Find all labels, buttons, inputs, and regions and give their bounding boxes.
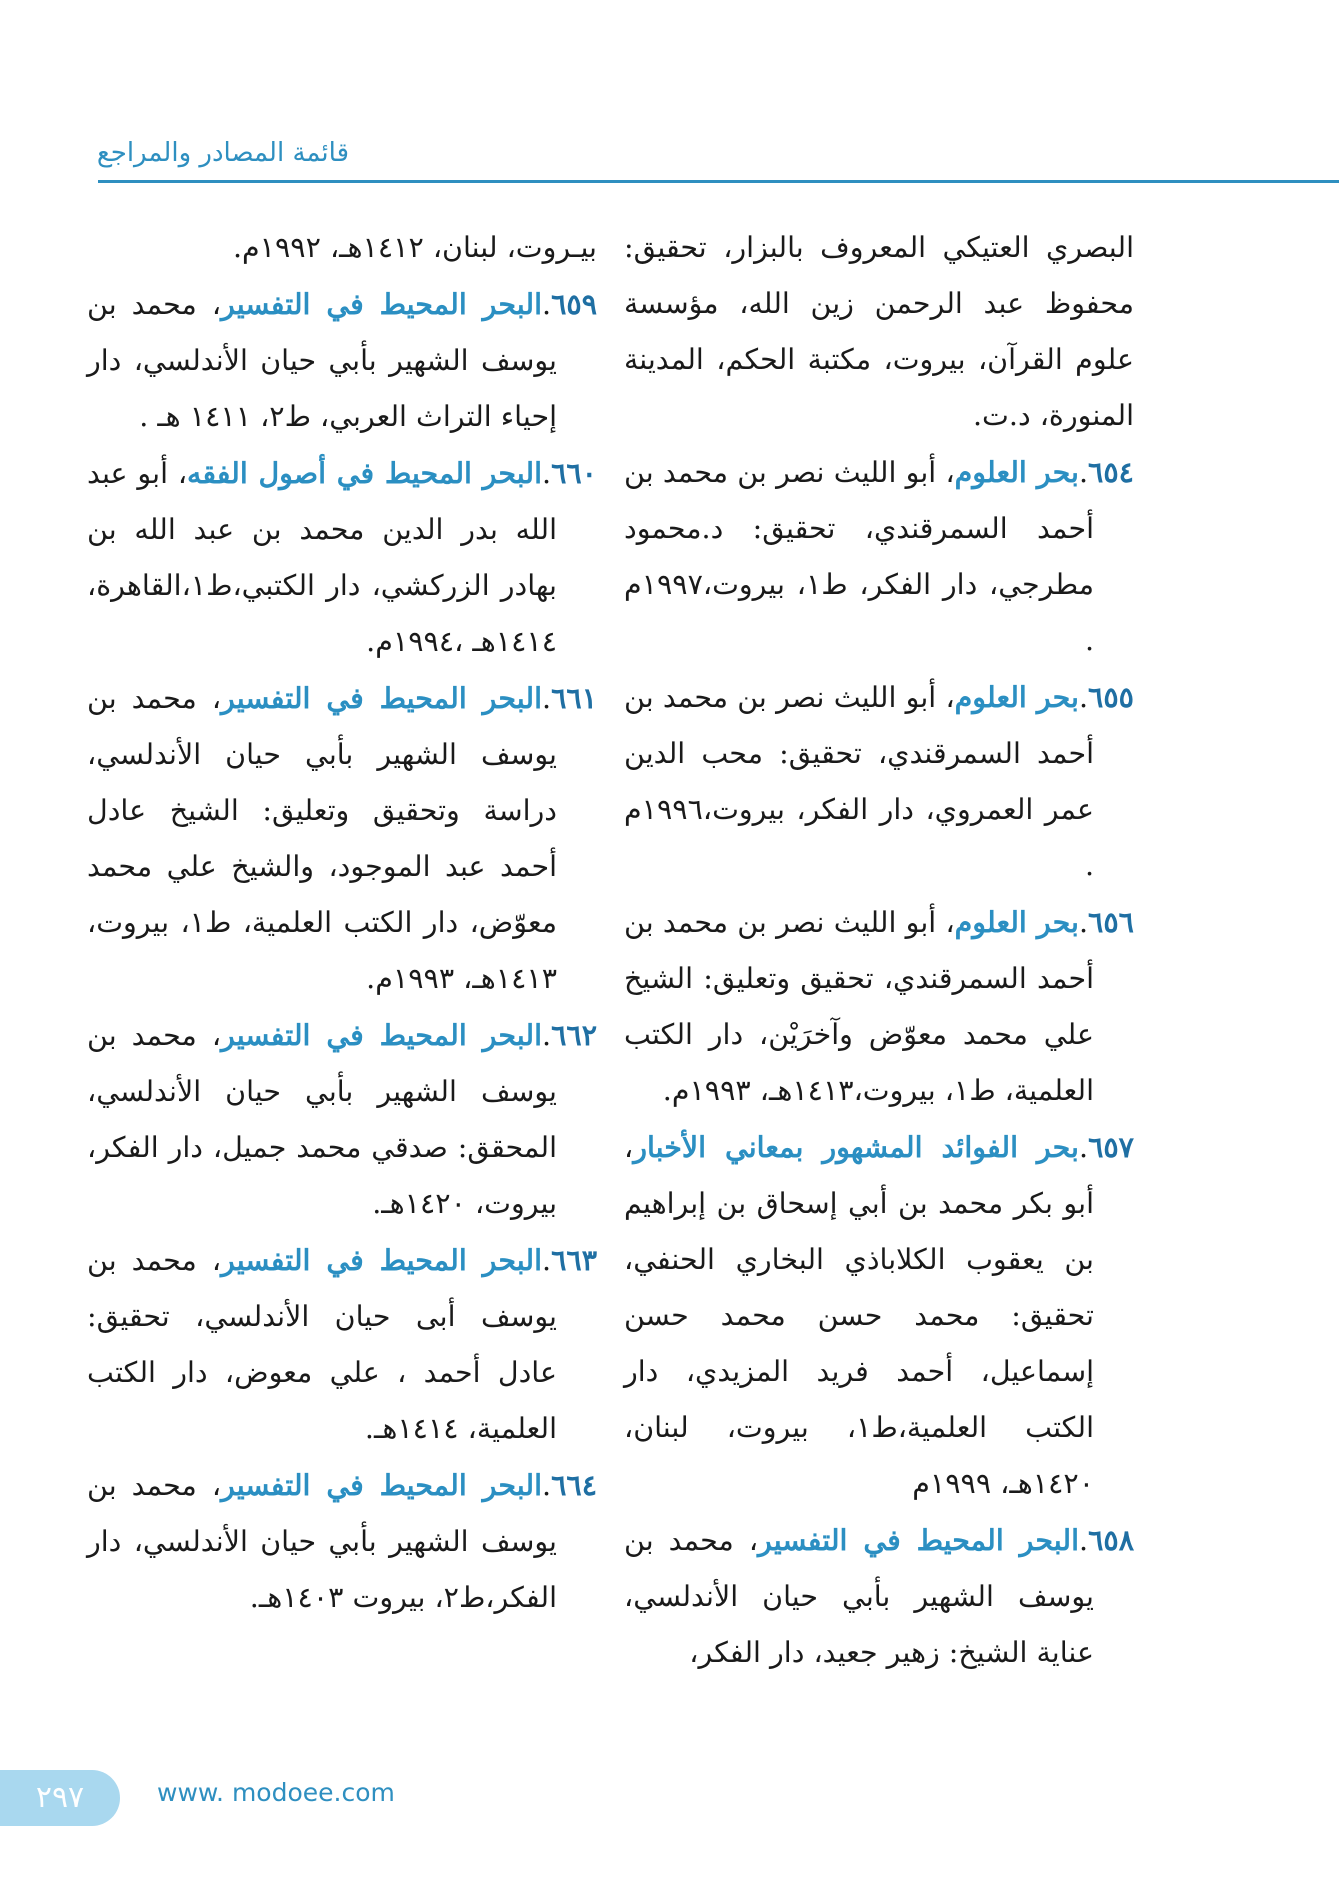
entry-number: ٦٥٨ <box>1088 1523 1135 1557</box>
website-url: www. modoee.com <box>157 1778 395 1807</box>
entry-number: ٦٦٣ <box>551 1243 598 1277</box>
entry-title: البحر المحيط في التفسير <box>221 1018 543 1052</box>
entry-text: ، محمد بن يوسف الشهير بأبي حيان الأندلسي، دراسة وتحقيق وتعليق: الشيخ عادل أحمد عبد الموجود، والشيخ علي محمد معوّض، دار الكتب العلمية، ط١، بيروت، ١٤١٣هـ، ١٩٩٣م. <box>87 682 557 995</box>
bibliography-entry-664: ٦٦٤.البحر المحيط في التفسير، محمد بن يوسف الشهير بأبي حيان الأندلسي، دار الفكر،ط٢، بيروت ١٤٠٣هـ. <box>87 1468 598 1614</box>
bibliography-entry-658: ٦٥٨.البحر المحيط في التفسير، محمد بن يوسف الشهير بأبي حيان الأندلسي، عناية الشيخ: زهير جعيد، دار الفكر، <box>624 1523 1135 1669</box>
entry-number: ٦٦٤ <box>551 1468 598 1502</box>
bibliography-entry-662: ٦٦٢.البحر المحيط في التفسير، محمد بن يوسف الشهير بأبي حيان الأندلسي، المحقق: صدقي محمد جميل، دار الفكر، بيروت، ١٤٢٠هـ. <box>87 1018 598 1220</box>
bibliography-entry-663: ٦٦٣.البحر المحيط في التفسير، محمد بن يوسف أبى حيان الأندلسي، تحقيق: عادل أحمد ، علي معوض، دار الكتب العلمية، ١٤١٤هـ. <box>87 1243 598 1445</box>
running-header-title: قائمة المصادر والمراجع <box>96 138 349 168</box>
bibliography-entry-655: ٦٥٥.بحر العلوم، أبو الليث نصر بن محمد بن أحمد السمرقندي، تحقيق: محب الدين عمر العمروي، دار الفكر، بيروت،١٩٩٦م . <box>624 680 1134 882</box>
entry-text: ، أبو عبد الله بدر الدين محمد بن عبد الله بن بهادر الزركشي، دار الكتبي،ط١،القاهرة، ١٤١٤هـ ،١٩٩٤م. <box>87 457 557 658</box>
entry-title: البحر المحيط في التفسير <box>221 287 543 321</box>
right-column <box>624 220 1134 1681</box>
bibliography-entry-657: ٦٥٧.بحر الفوائد المشهور بمعاني الأخبار، أبو بكر محمد بن أبي إسحاق بن إبراهيم بن يعقوب الكلاباذي البخاري الحنفي، تحقيق: محمد حسن محمد حسن إسماعيل، أحمد فريد المزيدي، دار الكتب العلمية،ط١، بيروت، لبنان، ١٤٢٠هـ، ١٩٩٩م <box>624 1130 1134 1500</box>
entry-text: ، أبو الليث نصر بن محمد بن أحمد السمرقندي، تحقيق: د.محمود مطرجي، دار الفكر، ط١، بيروت،١٩٩٧م . <box>624 456 1094 657</box>
entry-title: بحر العلوم <box>954 905 1079 939</box>
page-number-badge: ٢٩٧ <box>0 1770 120 1826</box>
entry-number: ٦٦٢ <box>551 1018 598 1052</box>
entry-number: ٦٥٤ <box>1088 455 1134 489</box>
header-rule <box>98 180 1339 183</box>
entry-number: ٦٦٠ <box>551 456 597 490</box>
bibliography-entry-654: ٦٥٤.بحر العلوم، أبو الليث نصر بن محمد بن أحمد السمرقندي، تحقيق: د.محمود مطرجي، دار الفكر، ط١، بيروت،١٩٩٧م . <box>624 455 1134 657</box>
entry-text: ، محمد بن يوسف الشهير بأبي حيان الأندلسي، دار الفكر،ط٢، بيروت ١٤٠٣هـ. <box>87 1469 557 1614</box>
bibliography-entry-661: ٦٦١.البحر المحيط في التفسير، محمد بن يوسف الشهير بأبي حيان الأندلسي، دراسة وتحقيق وتعليق: الشيخ عادل أحمد عبد الموجود، والشيخ علي محمد معوّض، دار الكتب العلمية، ط١، بيروت، ١٤١٣هـ، ١٩٩٣م. <box>87 681 598 995</box>
entry-title: بحر العلوم <box>954 680 1079 714</box>
entry-number: ٦٦١ <box>551 681 598 715</box>
entry-number: ٦٥٩ <box>551 287 598 321</box>
entry-number: ٦٥٥ <box>1088 680 1134 714</box>
entry-title: البحر المحيط في أصول الفقه <box>187 456 542 490</box>
entry-title: البحر المحيط في التفسير <box>221 1468 543 1502</box>
entry-text: ، محمد بن يوسف الشهير بأبي حيان الأندلسي، دار إحياء التراث العربي، ط٢، ١٤١١ هـ . <box>87 288 557 433</box>
left-column <box>87 220 597 1626</box>
entry-title: بحر العلوم <box>954 455 1079 489</box>
bibliography-entry-659: ٦٥٩.البحر المحيط في التفسير، محمد بن يوسف الشهير بأبي حيان الأندلسي، دار إحياء التراث العربي، ط٢، ١٤١١ هـ . <box>87 287 598 433</box>
entry-text: ، أبو الليث نصر بن محمد بن أحمد السمرقندي، تحقيق وتعليق: الشيخ علي محمد معوّض وآخرَيْن، دار الكتب العلمية، ط١، بيروت،١٤١٣هـ، ١٩٩٣م. <box>624 906 1094 1107</box>
entry-text: ، أبو الليث نصر بن محمد بن أحمد السمرقندي، تحقيق: محب الدين عمر العمروي، دار الفكر، بيروت،١٩٩٦م . <box>624 681 1094 882</box>
entry-text: ، أبو بكر محمد بن أبي إسحاق بن إبراهيم بن يعقوب الكلاباذي البخاري الحنفي، تحقيق: محمد حسن محمد حسن إسماعيل، أحمد فريد المزيدي، دار الكتب العلمية،ط١، بيروت، لبنان، ١٤٢٠هـ، ١٩٩٩م <box>624 1131 1095 1500</box>
entry-text: ، محمد بن يوسف الشهير بأبي حيان الأندلسي، المحقق: صدقي محمد جميل، دار الفكر، بيروت، ١٤٢٠هـ. <box>87 1019 557 1220</box>
entry-title: البحر المحيط في التفسير <box>758 1523 1080 1557</box>
bibliography-entry-656: ٦٥٦.بحر العلوم، أبو الليث نصر بن محمد بن أحمد السمرقندي، تحقيق وتعليق: الشيخ علي محمد معوّض وآخرَيْن، دار الكتب العلمية، ط١، بيروت،١٤١٣هـ، ١٩٩٣م. <box>624 905 1134 1107</box>
entry-continuation: بيـروت، لبنان، ١٤١٢هـ، ١٩٩٢م. <box>232 231 597 264</box>
entry-text: ، محمد بن يوسف أبى حيان الأندلسي، تحقيق: عادل أحمد ، علي معوض، دار الكتب العلمية، ١٤١٤هـ. <box>87 1244 557 1445</box>
entry-title: البحر المحيط في التفسير <box>221 1243 543 1277</box>
entry-number: ٦٥٧ <box>1088 1130 1134 1164</box>
entry-number: ٦٥٦ <box>1088 905 1134 939</box>
entry-title: بحر الفوائد المشهور بمعاني الأخبار <box>633 1130 1079 1164</box>
bibliography-entry-660: ٦٦٠.البحر المحيط في أصول الفقه، أبو عبد الله بدر الدين محمد بن عبد الله بن بهادر الزركشي، دار الكتبي،ط١،القاهرة، ١٤١٤هـ ،١٩٩٤م. <box>87 456 597 658</box>
entry-text: ، محمد بن يوسف الشهير بأبي حيان الأندلسي، عناية الشيخ: زهير جعيد، دار الفكر، <box>624 1524 1094 1669</box>
entry-continuation: البصري العتيكي المعروف بالبزار، تحقيق: محفوظ عبد الرحمن زين الله، مؤسسة علوم القرآن، بيروت، مكتبة الحكم، المدينة المنورة، د.ت. <box>624 231 1134 432</box>
entry-title: البحر المحيط في التفسير <box>221 681 543 715</box>
